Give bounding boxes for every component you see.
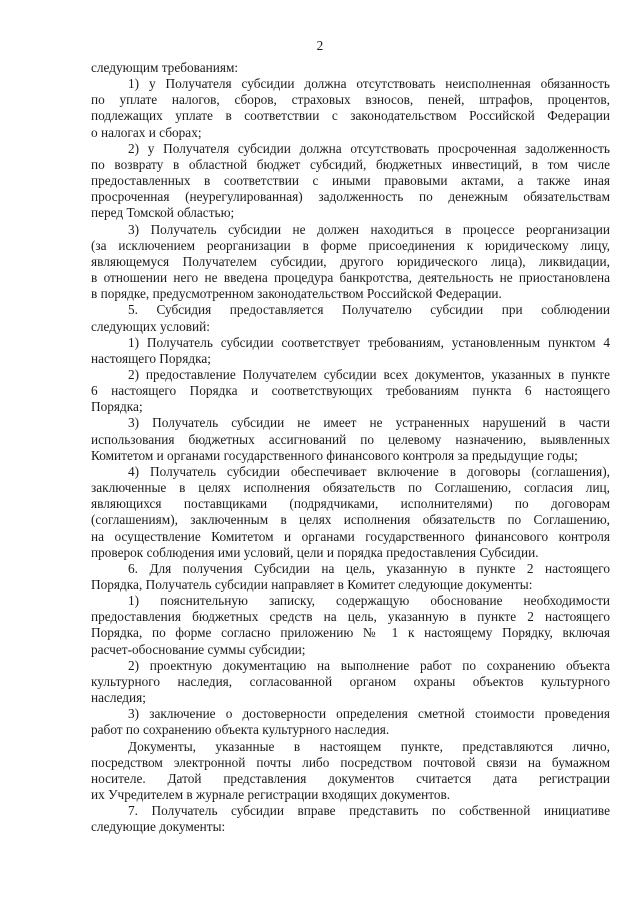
- text-line: 2) проектную документацию на выполнение работ по сохранению объекта: [128, 657, 610, 673]
- text-line: 2) предоставление Получателем субсидии всех документов, указанных в пункте: [128, 366, 610, 382]
- text-line: на осуществление Комитетом и органами государственного финансового контроля: [91, 528, 610, 544]
- text-line: наследия;: [91, 690, 146, 706]
- text-line: 3) Получатель субсидии не имеет не устраненных нарушений в части: [128, 415, 610, 431]
- document-body: [91, 60, 610, 836]
- text-line: работ по сохранению объекта культурного наследия.: [91, 722, 390, 738]
- text-line: по уплате налогов, сборов, страховых взносов, пеней, штрафов, процентов,: [91, 92, 610, 108]
- text-line: 3) заключение о достоверности определения сметной стоимости проведения: [128, 706, 610, 722]
- text-line: Комитетом и органами государственного финансового контроля за предыдущие годы;: [91, 447, 578, 463]
- text-line: являющихся поставщиками (подрядчиками, исполнителями) по договорам: [91, 496, 610, 512]
- text-line: следующих условий:: [91, 318, 210, 334]
- text-line: о налогах и сборах;: [91, 124, 202, 140]
- text-line: посредством электронной почты либо посредством почтовой связи на бумажном: [91, 754, 610, 770]
- text-line: Порядка;: [91, 399, 143, 415]
- text-line: предоставления бюджетных средств на цель, указанную в пункте 2 настоящего: [91, 609, 610, 625]
- text-line: 6. Для получения Субсидии на цель, указанную в пункте 2 настоящего: [128, 560, 610, 576]
- text-line: Порядка, Получатель субсидии направляет в Комитет следующие документы:: [91, 577, 533, 592]
- text-line: подлежащих уплате в соответствии с законодательством Российской Федерации: [91, 108, 610, 124]
- text-line: по возврату в областной бюджет субсидий, бюджетных инвестиций, в том числе: [91, 156, 610, 172]
- text-line: 3) Получатель субсидии не должен находиться в процессе реорганизации: [128, 221, 610, 237]
- text-line: Документы, указанные в настоящем пункте, представляются лично,: [128, 738, 610, 754]
- text-line: проверок соблюдения ими условий, цели и порядка предоставления Субсидии.: [91, 544, 539, 560]
- text-line: культурного наследия, согласованной органом охраны объектов культурного: [91, 673, 610, 689]
- text-line: просроченная (неурегулированная) задолженность по денежным обязательствам: [91, 189, 610, 205]
- text-line: перед Томской областью;: [91, 205, 235, 221]
- text-line: 1) у Получателя субсидии должна отсутствовать неисполненная обязанность: [128, 76, 610, 92]
- text-line: расчет-обоснование суммы субсидии;: [91, 641, 306, 657]
- text-line: 2) у Получателя субсидии должна отсутствовать просроченная задолженность: [128, 140, 610, 156]
- text-line: 4) Получатель субсидии обеспечивает включение в договоры (соглашения),: [128, 463, 610, 479]
- text-line: Порядка, по форме согласно приложению № 1 к настоящему Порядку, включая: [91, 625, 610, 641]
- text-line: их Учредителем в журнале регистрации входящих документов.: [91, 787, 451, 803]
- page-number: 2: [316, 38, 324, 53]
- text-line: носителе. Датой представления документов считается дата регистрации: [91, 770, 610, 786]
- text-line: являющемуся Получателем субсидии, другого юридического лица), ликвидации,: [91, 253, 610, 269]
- text-line: 6 настоящего Порядка и соответствующих требованиям пункта 6 настоящего: [91, 383, 610, 399]
- text-line: использования бюджетных ассигнований по целевому назначению, выявленных: [91, 431, 610, 447]
- text-line: следующие документы:: [91, 819, 226, 835]
- text-line: 7. Получатель субсидии вправе представить по собственной инициативе: [128, 803, 610, 819]
- text-line: следующим требованиям:: [91, 60, 239, 75]
- text-line: (соглашениям), заключенным в целях исполнения обязательств по Соглашению,: [91, 512, 610, 528]
- text-line: 1) пояснительную записку, содержащую обоснование необходимости: [128, 593, 610, 609]
- text-line: заключенные в целях исполнения обязательств по Соглашению, согласия лиц,: [91, 480, 610, 496]
- text-line: 5. Субсидия предоставляется Получателю субсидии при соблюдении: [128, 302, 610, 318]
- text-line: предоставленных в соответствии с иными правовыми актами, а также иная: [91, 173, 610, 189]
- text-line: (за исключением реорганизации в форме присоединения к юридическому лицу,: [91, 237, 610, 253]
- text-line: в порядке, предусмотренном законодательством Российской Федерации.: [91, 286, 502, 302]
- text-line: 1) Получатель субсидии соответствует требованиям, установленным пунктом 4: [128, 334, 610, 350]
- text-line: настоящего Порядка;: [91, 350, 211, 366]
- text-line: в отношении него не введена процедура банкротства, деятельность не приостановлена: [91, 270, 610, 286]
